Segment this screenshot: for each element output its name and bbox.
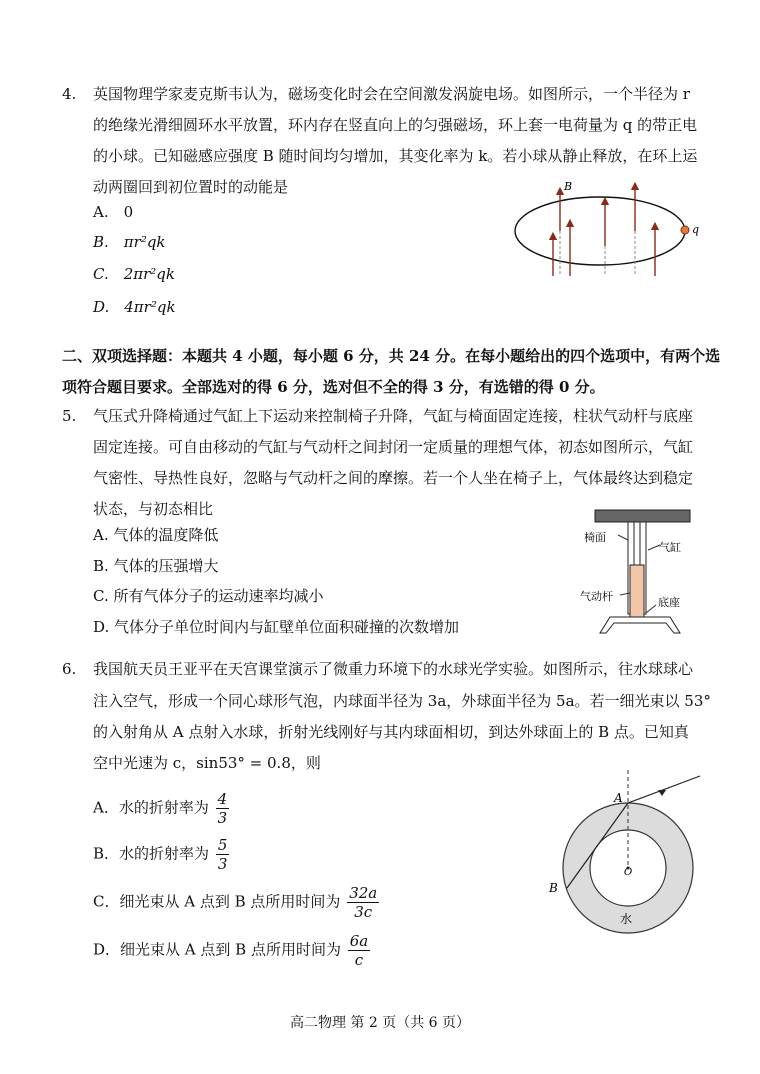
q5-option-b: B. 气体的压强增大 <box>93 557 219 575</box>
chair-seat <box>595 510 690 522</box>
q5-line-2: 固定连接。可自由移动的气缸与气动杆之间封闭一定质量的理想气体，初态如图所示，气缸 <box>93 438 694 456</box>
q6-option-a-text: A．水的折射率为 <box>93 798 209 817</box>
insulating-ring <box>515 197 685 265</box>
label-cylinder: 气缸 <box>659 541 681 554</box>
q6-option-a-fraction: $\frac{4}{3}$ <box>217 790 228 827</box>
q4-option-d: D. 4πr²qk <box>93 298 176 316</box>
q4-ring-figure <box>505 176 705 286</box>
q6-option-b-text: B．水的折射率为 <box>93 844 210 863</box>
q6-option-b-fraction: $\frac{5}{3}$ <box>217 836 228 873</box>
gas-rod <box>630 565 644 617</box>
q6-option-d <box>93 932 370 969</box>
incident-ray <box>628 776 700 803</box>
q4-number: 4. <box>62 85 77 103</box>
q6-option-c <box>93 884 379 921</box>
chair-base <box>600 617 680 633</box>
q5-option-a: A. 气体的温度降低 <box>93 526 219 544</box>
q4-line-2: 的绝缘光滑细圆环水平放置，环内存在竖直向上的匀强磁场，环上套一电荷量为 q 的带正电 <box>93 116 698 134</box>
label-B: B <box>549 881 558 895</box>
q4-line-3: 的小球。已知磁感应强度 B 随时间均匀增加，其变化率为 k。若小球从静止释放，在环上运 <box>93 147 698 165</box>
q5-option-d: D. 气体分子单位时间内与缸壁单位面积碰撞的次数增加 <box>93 618 460 636</box>
label-B: B <box>564 180 573 193</box>
q6-line-4: 空中光速为 c，sin53° = 0.8，则 <box>93 754 321 772</box>
q5-chair-figure <box>580 505 710 640</box>
label-base: 底座 <box>658 596 680 609</box>
q6-option-c-fraction: $\frac{32a}{3c}$ <box>349 884 378 921</box>
q6-option-b <box>93 836 229 873</box>
q4-line-4: 动两圈回到初位置时的动能是 <box>93 178 289 196</box>
q5-line-1: 气压式升降椅通过气缸上下运动来控制椅子升降，气缸与椅面固定连接，柱状气动杆与底座 <box>93 407 694 425</box>
label-q: q <box>692 223 700 236</box>
q5-option-c: C. 所有气体分子的运动速率均减小 <box>93 587 324 605</box>
q6-number: 6. <box>62 660 77 678</box>
q5-line-4: 状态，与初态相比 <box>93 500 214 518</box>
label-water: 水 <box>620 912 633 926</box>
q6-option-a <box>93 790 229 827</box>
section2-line-2: 项符合题目要求。全部选对的得 6 分，选对但不全的得 3 分，有选错的得 0 分。 <box>62 378 605 396</box>
page-footer: 高二物理 第 2 页（共 6 页） <box>289 1015 471 1031</box>
section2-line-1: 二、双项选择题：本题共 4 小题，每小题 6 分，共 24 分。在每小题给出的四个选项中，有两个选 <box>62 347 721 365</box>
q4-option-b: B. πr²qk <box>93 233 166 251</box>
label-O: O <box>624 867 633 878</box>
label-rod: 气动杆 <box>580 590 613 603</box>
q6-option-d-text: D．细光束从 A 点到 B 点所用时间为 <box>93 940 341 959</box>
q4-line-1: 英国物理学家麦克斯韦认为，磁场变化时会在空间激发涡旋电场。如图所示，一个半径为 r <box>93 85 690 103</box>
label-A: A <box>614 791 623 805</box>
q6-option-c-text: C．细光束从 A 点到 B 点所用时间为 <box>93 892 341 911</box>
label-seat: 椅面 <box>584 531 606 544</box>
q6-line-3: 的入射角从 A 点射入水球，折射光线刚好与其内球面相切，到达外球面上的 B 点。已知真 <box>93 723 689 741</box>
charged-ball <box>681 226 689 234</box>
q6-line-1: 我国航天员王亚平在天宫课堂演示了微重力环境下的水球光学实验。如图所示，往水球球心 <box>93 660 694 678</box>
q5-line-3: 气密性、导热性良好，忽略与气动杆之间的摩擦。若一个人坐在椅子上，气体最终达到稳定 <box>93 469 694 487</box>
q4-option-a: A. 0 <box>93 203 134 221</box>
q6-line-2: 注入空气，形成一个同心球形气泡，内球面半径为 3a，外球面半径为 5a。若一细光束以 53° <box>93 692 711 710</box>
q6-water-sphere-figure <box>540 770 710 970</box>
q5-number: 5. <box>62 407 77 425</box>
q6-option-d-fraction: $\frac{6a}{c}$ <box>349 932 369 969</box>
q4-option-c: C. 2πr²qk <box>93 265 175 283</box>
